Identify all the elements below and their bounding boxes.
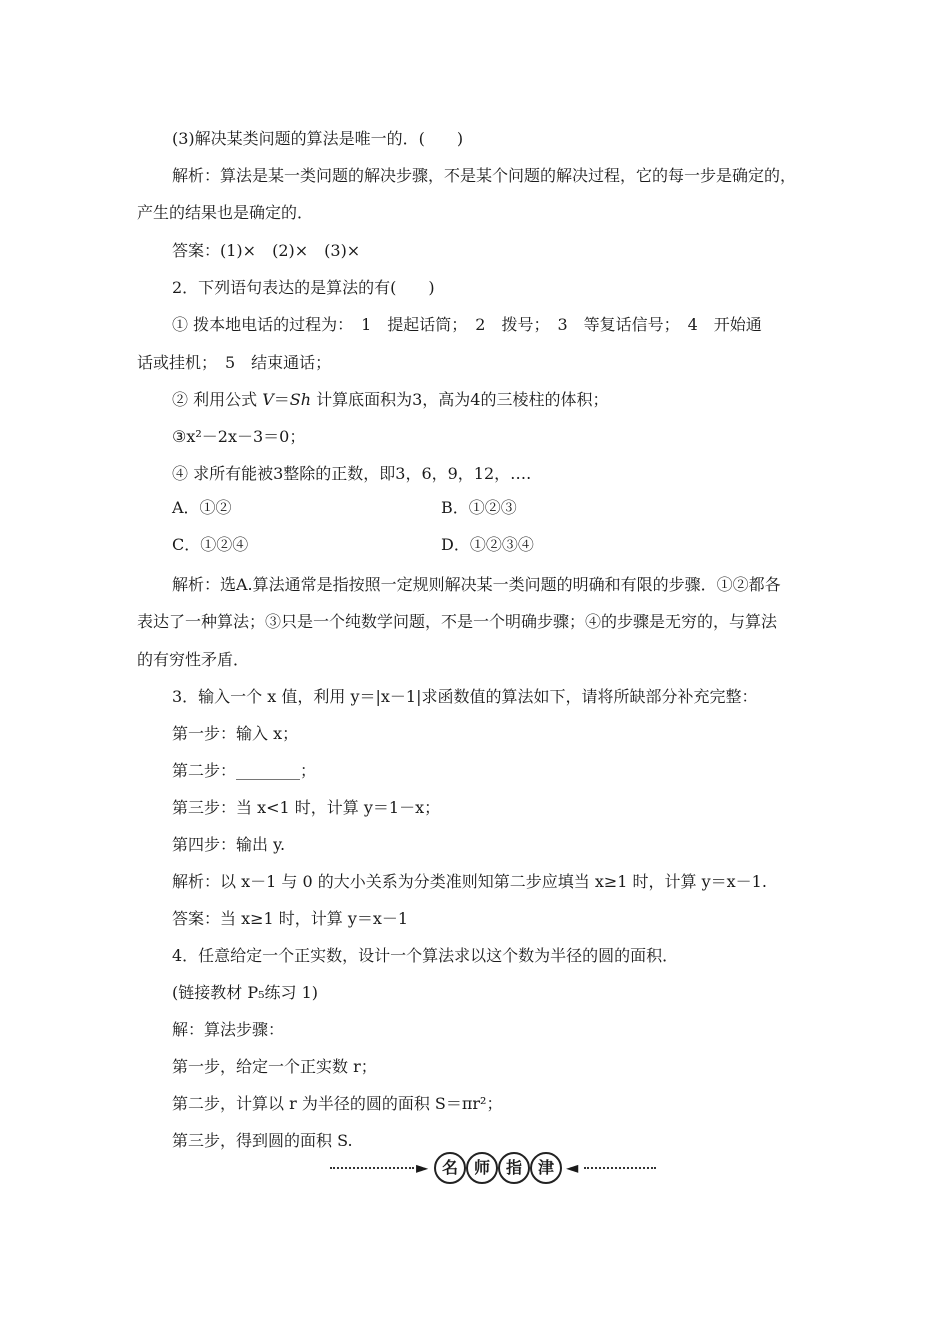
statement-1-line1: ① 拨本地电话的过程为： 1 提起话筒； 2 拨号； 3 等复话信号； 4 开始通 xyxy=(172,315,762,334)
banner-char-3: 指 xyxy=(498,1152,530,1184)
question-3: 3．输入一个 x 值，利用 y＝|x－1|求函数值的算法如下，请将所缺部分补充完整： xyxy=(172,687,758,706)
analysis-2-line3: 的有穷性矛盾． xyxy=(137,650,250,669)
solution-step-1: 第一步，给定一个正实数 r； xyxy=(172,1057,377,1076)
statement-1-line2: 话或挂机； 5 结束通话； xyxy=(137,353,332,372)
banner-arrow-right-icon: ► xyxy=(416,1158,429,1177)
solution-step-3: 第三步，得到圆的面积 S. xyxy=(172,1131,353,1150)
analysis-1-line2: 产生的结果也是确定的． xyxy=(137,203,314,222)
banner-char-4: 津 xyxy=(530,1152,562,1184)
answer-3: 答案：当 x≥1 时，计算 y＝x－1 xyxy=(172,909,409,928)
step-1: 第一步：输入 x； xyxy=(172,724,299,743)
analysis-1-line1: 解析：算法是某一类问题的解决步骤，不是某个问题的解决过程，它的每一步是确定的， xyxy=(172,166,797,185)
answer-1: 答案：(1)× (2)× (3)× xyxy=(172,241,361,260)
statement-2: ② 利用公式 V＝Sh 计算底面积为3，高为4的三棱柱的体积； xyxy=(172,390,609,409)
option-d: D．①②③④ xyxy=(441,535,534,554)
analysis-2-line1: 解析：选A.算法通常是指按照一定规则解决某一类问题的明确和有限的步骤．①②都各 xyxy=(172,575,781,594)
banner-dots-right xyxy=(584,1167,656,1169)
banner-dots-left xyxy=(330,1167,414,1169)
option-a: A．①② xyxy=(172,498,232,517)
solution-step-2: 第二步，计算以 r 为半径的圆的面积 S＝πr²； xyxy=(172,1094,503,1113)
step-4: 第四步：输出 y. xyxy=(172,835,286,854)
question-1-3: (3)解决某类问题的算法是唯一的．( ) xyxy=(172,129,464,148)
option-c: C．①②④ xyxy=(172,535,249,554)
solution-heading: 解：算法步骤： xyxy=(172,1020,285,1039)
question-2: 2．下列语句表达的是算法的有( ) xyxy=(172,278,435,297)
banner-char-2: 师 xyxy=(466,1152,498,1184)
analysis-3: 解析：以 x－1 与 0 的大小关系为分类准则知第二步应填当 x≥1 时，计算 y＝x－1. xyxy=(172,872,767,891)
step-2: 第二步：________； xyxy=(172,761,317,780)
option-b: B．①②③ xyxy=(441,498,517,517)
banner-char-1: 名 xyxy=(434,1152,466,1184)
textbook-link: (链接教材 P₅练习 1) xyxy=(172,983,319,1002)
section-banner xyxy=(330,1148,660,1188)
banner-arrow-left-icon: ◄ xyxy=(566,1158,579,1177)
analysis-2-line2: 表达了一种算法；③只是一个纯数学问题，不是一个明确步骤；④的步骤是无穷的，与算法 xyxy=(137,612,778,631)
statement-3: ③x²－2x－3＝0； xyxy=(172,427,306,446)
step-3: 第三步：当 x<1 时，计算 y＝1－x； xyxy=(172,798,441,817)
question-4: 4．任意给定一个正实数，设计一个算法求以这个数为半径的圆的面积． xyxy=(172,946,679,965)
statement-4: ④ 求所有能被3整除的正数，即3，6，9，12，…. xyxy=(172,464,532,483)
